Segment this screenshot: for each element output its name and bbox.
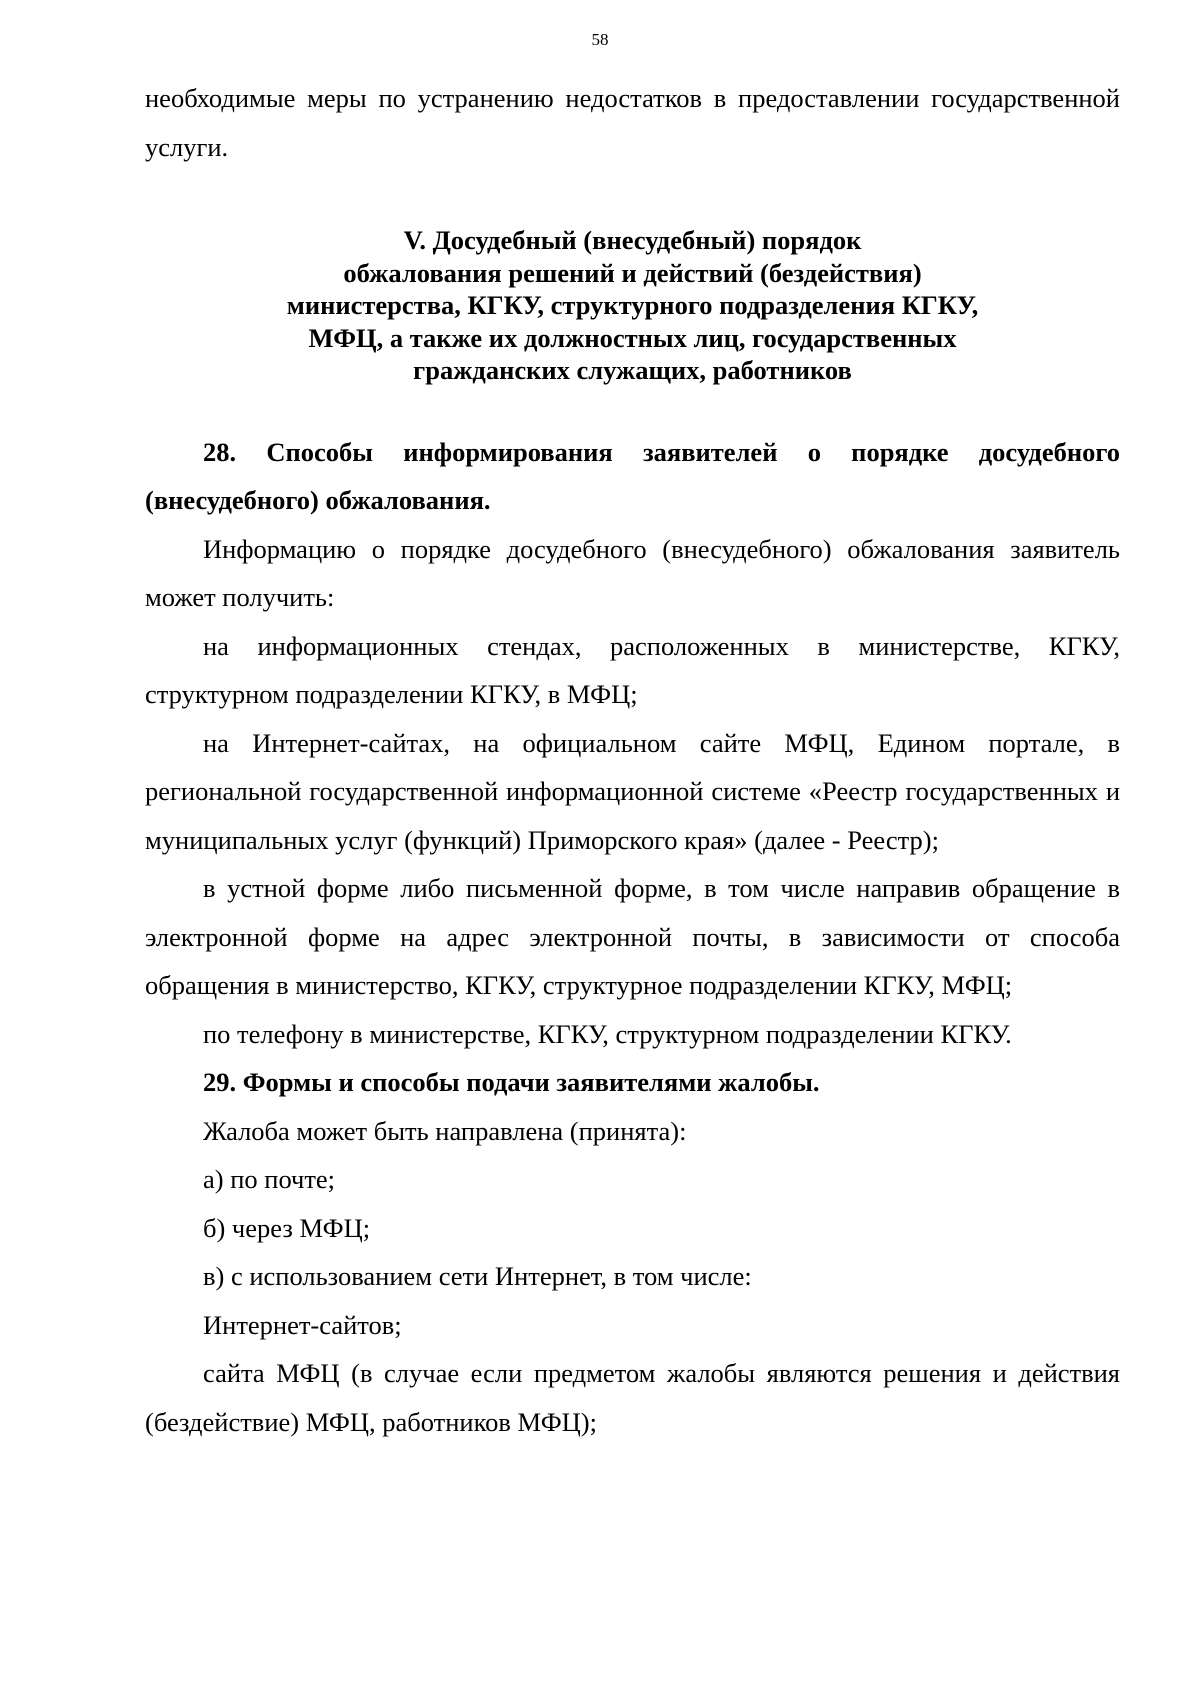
- item-29-point: сайта МФЦ (в случае если предметом жалобы являются решения и действия (бездействие) МФЦ, работников МФЦ);: [145, 1358, 1120, 1437]
- paragraph-intro: необходимые меры по устранению недостатков в предоставлении государственной услуги.: [145, 83, 1120, 162]
- item-29-point: Интернет-сайтов;: [203, 1309, 402, 1340]
- item-28-lead: Информацию о порядке досудебного (внесудебного) обжалования заявитель может получить:: [145, 533, 1120, 612]
- page-content: [145, 74, 1120, 1446]
- section-heading-line: обжалования решений и действий (бездействия): [343, 257, 922, 288]
- item-28-point: по телефону в министерстве, КГКУ, структурном подразделении КГКУ.: [203, 1018, 1012, 1049]
- item-28-point: на информационных стендах, расположенных в министерстве, КГКУ, структурном подразделении КГКУ, в МФЦ;: [145, 630, 1120, 709]
- item-29-point: б) через МФЦ;: [203, 1212, 371, 1243]
- item-28-title: 28. Способы информирования заявителей о порядке досудебного (внесудебного) обжалования.: [145, 436, 1120, 515]
- section-heading-line: МФЦ, а также их должностных лиц, государственных: [308, 322, 957, 353]
- section-heading: [145, 224, 1120, 387]
- section-heading-line: министерства, КГКУ, структурного подразделения КГКУ,: [286, 290, 979, 320]
- item-29-title: 29. Формы и способы подачи заявителями жалобы.: [203, 1067, 820, 1097]
- section-heading-line: гражданских служащих, работников: [413, 355, 852, 385]
- page-number: 58: [591, 30, 609, 49]
- item-28-point: в устной форме либо письменной форме, в том числе направив обращение в электронной форме на адрес электронной почты, в зависимости от способа обращения в министерство, КГКУ, структурное подразделении КГКУ, МФЦ;: [145, 873, 1120, 1000]
- item-28-point: на Интернет-сайтах, на официальном сайте МФЦ, Едином портале, в региональной государственной информационной системе «Реестр государственных и муниципальных услуг (функций) Приморского края» (далее - Реестр);: [145, 727, 1120, 855]
- item-29-point: в) с использованием сети Интернет, в том числе:: [203, 1261, 752, 1291]
- item-29-lead: Жалоба может быть направлена (принята):: [203, 1115, 687, 1146]
- section-heading-line: V. Досудебный (внесудебный) порядок: [403, 225, 862, 255]
- item-29-point: а) по почте;: [203, 1164, 336, 1194]
